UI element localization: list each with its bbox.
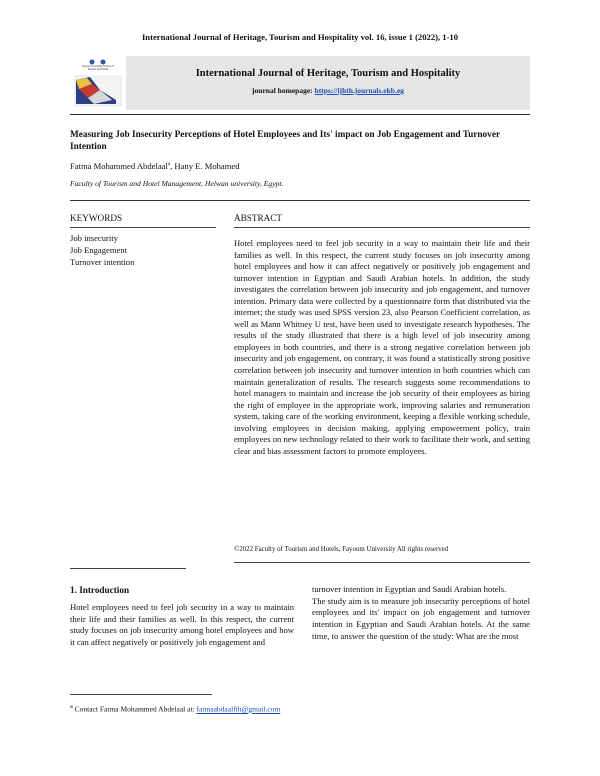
journal-logo	[70, 56, 126, 110]
introduction-paragraph-1: turnover intention in Egyptian and Saudi Arabian hotels.	[312, 584, 507, 594]
homepage-link[interactable]: https://ijhth.journals.ekb.eg	[314, 86, 404, 95]
author-marker: a	[167, 162, 171, 168]
keywords-divider	[70, 227, 216, 228]
journal-banner	[70, 56, 530, 110]
introduction-paragraph-2: The study aim is to measure job insecurity perceptions of hotel employees and its' impact on job engagement and turnover intention in Egyptian and Saudi Arabian hotels. At the same time, to answer the question of the study: What are the most	[312, 595, 530, 641]
paper-title: Measuring Job Insecurity Perceptions of Hotel Employees and Its' impact on Job Engagement and Turnover Intention	[70, 130, 500, 152]
abstract-divider	[234, 227, 530, 228]
section-divider	[70, 200, 530, 201]
keyword-item: Job insecurity	[70, 233, 118, 243]
keyword-item: Turnover intention	[70, 257, 135, 267]
introduction-heading: 1. Introduction	[70, 585, 130, 595]
affiliation: Faculty of Tourism and Hotel Management, Helwan university, Egypt.	[70, 179, 284, 188]
footnote-divider	[70, 694, 212, 695]
footnote-text: Contact Fatma Mohammed Abdelaal at:	[72, 704, 197, 714]
journal-title: International Journal of Heritage, Tourism and Hospitality	[195, 68, 461, 79]
author-1: Fatma Mohammed Abdelaal	[70, 161, 168, 171]
footnote-marker: a	[70, 703, 73, 710]
author-list	[70, 161, 240, 171]
introduction-right-column	[312, 584, 530, 643]
journal-homepage	[126, 86, 530, 95]
keywords-bottom-divider	[70, 568, 186, 569]
author-2: , Hany E. Mohamed	[170, 161, 240, 171]
logo-caption: Fayoum University Faculty of Tourism and Hotels	[82, 65, 114, 71]
keyword-item: Job Engagement	[70, 245, 128, 255]
footnote	[70, 703, 280, 714]
homepage-label: journal homepage:	[252, 86, 313, 95]
introduction-left-column: Hotel employees need to feel job security in a way to maintain their life and their families as well. In this respect, the current study focuses on job insecurity among hotel employees and how it can affect negatively or positively job engagement and	[70, 602, 294, 648]
contact-email-link[interactable]: fatmaabdaalfth@gmail.com	[196, 704, 281, 714]
copyright-notice: ©2022 Faculty of Tourism and Hotels, Fayoum University All rights reserved	[234, 546, 449, 553]
running-head: International Journal of Heritage, Tourism and Hospitality vol. 16, issue 1 (2022), 1-10	[141, 32, 459, 42]
keywords-heading: KEYWORDS	[70, 213, 123, 223]
keywords-list	[70, 232, 134, 268]
abstract-body: Hotel employees need to feel job security in a way to maintain their life and their families as well. In this respect, the current study focuses on job insecurity among hotel employees and how it can affect negatively or positively job engagement and turnover intention in Egyptian and Saudi Arabian hotels. In addition, the study investigates the correlation between job insecurity and job engagement, and turnover intention. Primary data were collected by a questionnaire form that distributed via the internet; the study was used SPSS version 23, also Pearson Coefficient correlation, as well as Mann Whitney U test, have been used to investigate research hypotheses. The results of the study illustrated that there is a high level of job insecurity among employees in both countries, and there is a strong negative correlation between job insecurity and job engagement, on contrary, it was found a statistically strong positive correlation between job insecurity and turnover intention in both countries which can maintain generalization of results. The research suggests some recommendations to hotel managers to maintain and increase the job security of their employees as hiring the right of employee in the appropriate work, improving salaries and remuneration system, taking care of the working environment, keeping a flexible working schedule, involving employees in decision making, applying empowerment policy, train employees on new technology related to their work to facilitate their work, and setting clear and bias assessment factors to promote employees.	[234, 238, 530, 456]
header-divider	[70, 114, 530, 115]
abstract-heading: ABSTRACT	[234, 213, 282, 223]
abstract-bottom-divider	[234, 562, 530, 563]
